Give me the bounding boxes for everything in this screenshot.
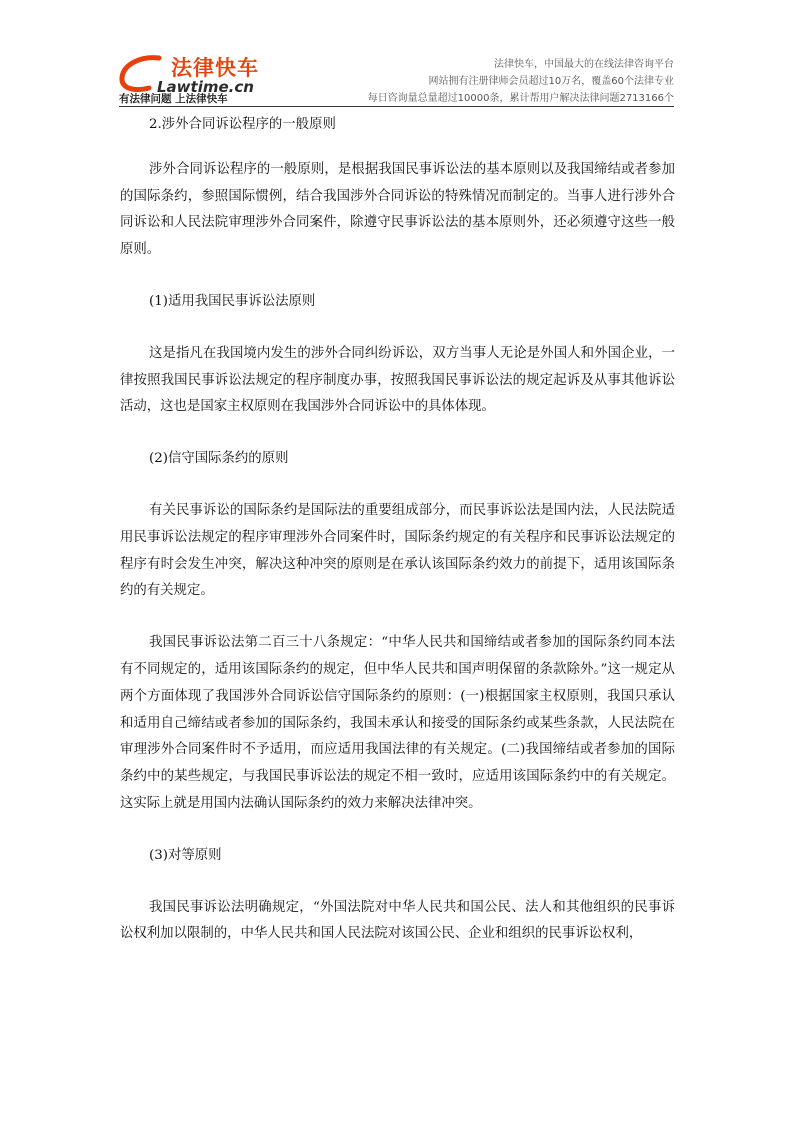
logo-slogan: 有法律问题 上法律快车 [119, 93, 228, 105]
subsection-title: (2)信守国际条约的原则 [149, 451, 289, 467]
logo-domain: Lawtime.cn [157, 78, 254, 96]
tagline-line: 法律快车，中国最大的在线法律咨询平台 [494, 59, 674, 70]
logo-chinese-name: 法律快车 [171, 56, 259, 80]
page-header [119, 54, 674, 106]
subsection-title: (1)适用我国民事诉讼法原则 [149, 293, 316, 309]
body-paragraph: 我国民事诉讼法明确规定，“外国法院对中华人民共和国公民、法人和其他组织的民事诉讼权利加以限制的，中华人民共和国人民法院对该国公民、企业和组织的民事诉讼权利， [120, 899, 675, 942]
subsection-title: (3)对等原则 [149, 847, 222, 863]
body-paragraph: 这是指凡在我国境内发生的涉外合同纠纷诉讼，双方当事人无论是外国人和外国企业，一律按照我国民事诉讼法规定的程序制度办事，按照我国民事诉讼法的规定起诉及从事其他诉讼活动，这也是国家主权原则在我国涉外合同诉讼中的具体体现。 [120, 345, 675, 415]
tagline-line: 每日咨询量总量超过10000条，累计帮用户解决法律问题2713166个 [367, 93, 674, 104]
tagline-line: 网站拥有注册律师会员超过10万名，覆盖60个法律专业 [428, 76, 674, 87]
intro-paragraph: 涉外合同诉讼程序的一般原则，是根据我国民事诉讼法的基本原则以及我国缔结或者参加的国际条约，参照国际惯例，结合我国涉外合同诉讼的特殊情况而制定的。当事人进行涉外合同诉讼和人民法院审理涉外合同案件，除遵守民事诉讼法的基本原则外，还必须遵守这些一般原则。 [120, 161, 675, 258]
site-tagline [368, 56, 674, 107]
body-paragraph: 有关民事诉讼的国际条约是国际法的重要组成部分，而民事诉讼法是国内法，人民法院适用民事诉讼法规定的程序审理涉外合同案件时，国际条约规定的有关程序和民事诉讼法规定的程序有时会发生冲突，解决这种冲突的原则是在承认该国际条约效力的前提下，适用该国际条约的有关规定。 [120, 502, 675, 599]
section-heading: 2.涉外合同诉讼程序的一般原则 [149, 117, 336, 132]
body-paragraph: 我国民事诉讼法第二百三十八条规定：“中华人民共和国缔结或者参加的国际条约同本法有不同规定的，适用该国际条约的规定，但中华人民共和国声明保留的条款除外。”这一规定从两个方面体现了我国涉外合同诉讼信守国际条约的原则：(一)根据国家主权原则，我国只承认和适用自己缔结或者参加的国际条约，我国未承认和接受的国际条约或某些条款，人民法院在审理涉外合同案件时不予适用，而应适用我国法律的有关规定。(二)我国缔结或者参加的国际条约中的某些规定，与我国民事诉讼法的规定不相一致时，应适用该国际条约中的有关规定。这实际上就是用国内法确认国际条约的效力来解决法律冲突。 [120, 635, 675, 811]
document-body [120, 112, 675, 973]
header-divider [119, 106, 674, 107]
lawtime-logo[interactable] [119, 54, 269, 106]
